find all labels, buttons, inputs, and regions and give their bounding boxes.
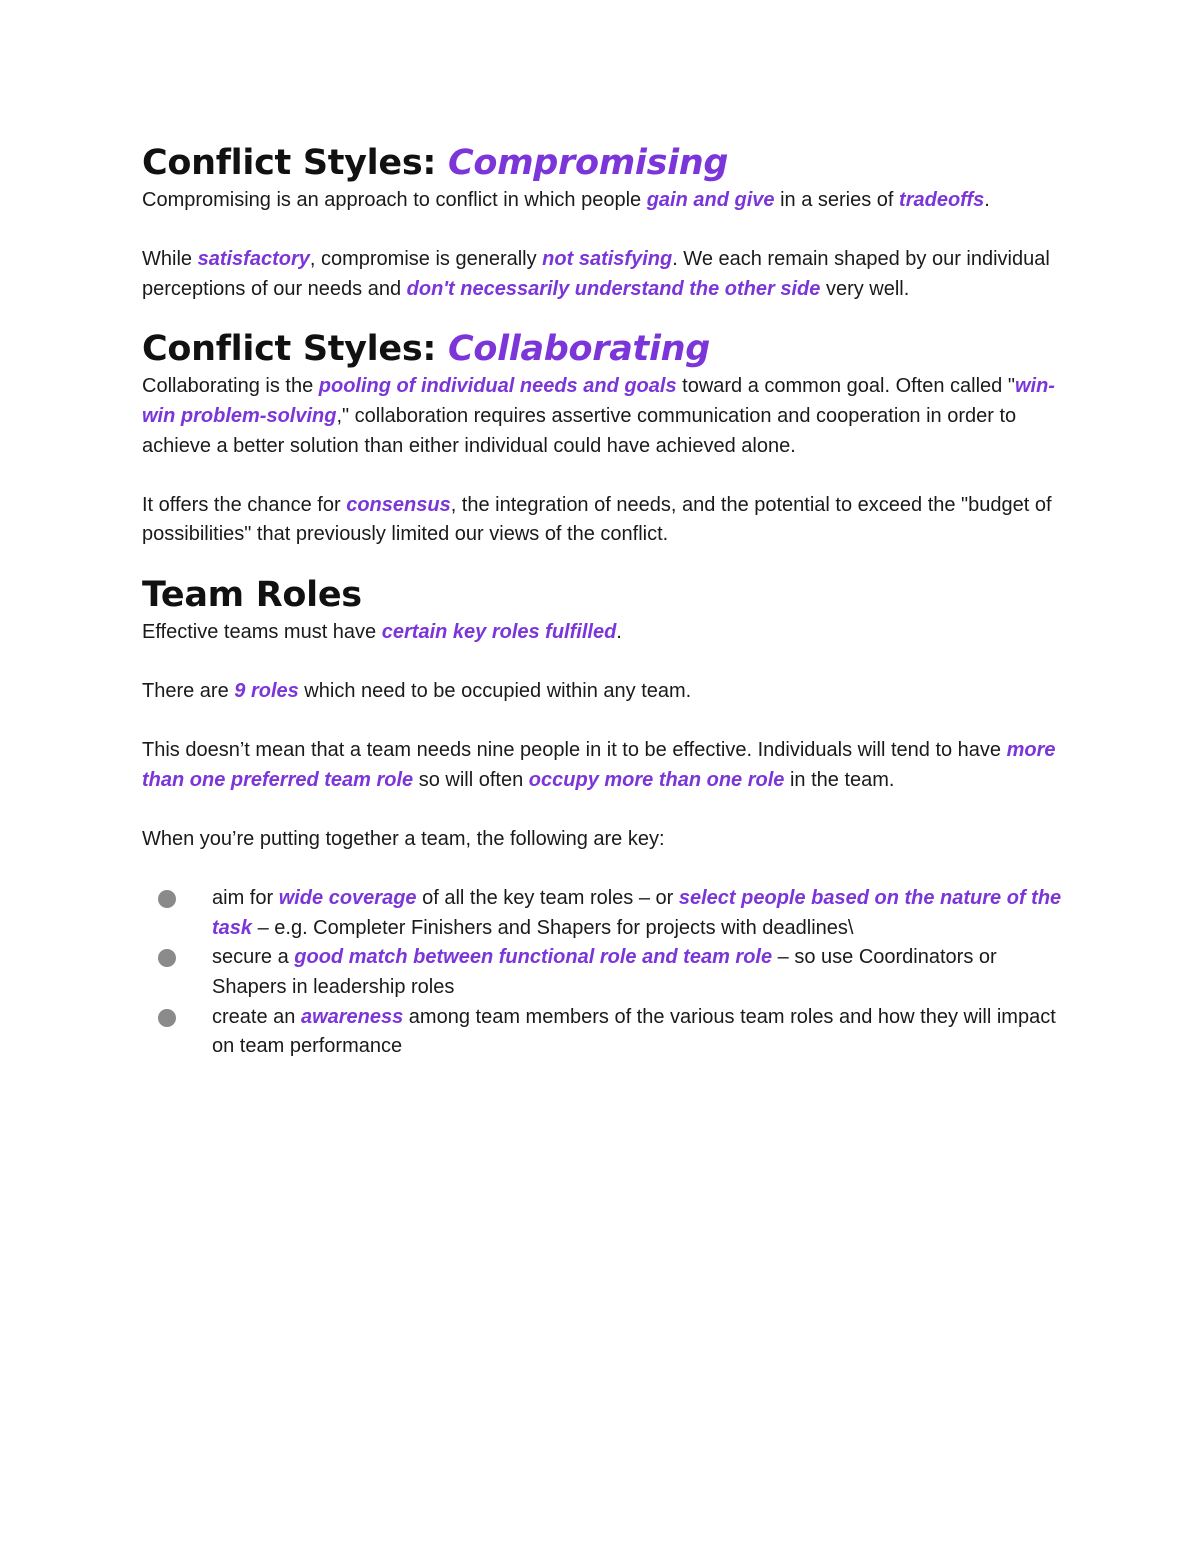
paragraph <box>142 618 1062 648</box>
list-item <box>142 1003 1062 1062</box>
highlight-text: satisfactory <box>197 248 310 271</box>
heading-compromising <box>142 140 1062 186</box>
text-run: . We each remain shaped by our individual perceptions of our needs and <box>142 248 1050 300</box>
text-run: secure a <box>212 946 295 969</box>
heading-prefix: Team Roles <box>142 574 362 615</box>
paragraph <box>142 372 1062 461</box>
text-run: , compromise is generally <box>309 248 543 271</box>
heading-prefix: Conflict Styles: <box>142 329 448 370</box>
text-run: . <box>616 620 622 643</box>
heading-team-roles <box>142 572 1062 618</box>
highlight-text: consensus <box>346 493 451 516</box>
text-run: create an <box>212 1005 301 1028</box>
text-run: aim for <box>212 887 279 910</box>
text-run: It offers the chance for <box>142 493 347 516</box>
highlight-text: pooling of individual needs and goals <box>318 375 677 398</box>
text-run: There are <box>142 680 235 703</box>
highlight-text: wide coverage <box>278 887 417 910</box>
section-team-roles <box>142 572 1062 1062</box>
list-item <box>142 943 1062 1002</box>
highlight-text: certain key roles fulfilled <box>381 620 617 643</box>
text-run: While <box>142 248 198 271</box>
heading-collaborating <box>142 326 1062 372</box>
heading-accent: Compromising <box>447 143 729 183</box>
highlight-text: tradeoffs <box>899 189 985 211</box>
paragraph <box>142 677 1062 707</box>
document-page <box>142 140 1062 1062</box>
heading-accent: Collaborating <box>447 329 711 370</box>
highlight-text: good match between functional role and team role <box>294 946 773 969</box>
text-run: – e.g. Completer Finishers and Shapers for projects with deadlines\ <box>252 916 854 939</box>
paragraph <box>142 825 1062 855</box>
text-run: ," collaboration requires assertive communication and cooperation in order to achieve a better solution than either individual could have achieved alone. <box>142 404 1017 457</box>
text-run: very well. <box>820 277 910 300</box>
text-run: so will often <box>413 768 529 791</box>
highlight-text: gain and give <box>646 189 775 211</box>
highlight-text: win-win problem-solving <box>142 375 1055 427</box>
section-collaborating <box>142 326 1062 550</box>
text-run: – so use Coordinators or Shapers in leadership roles <box>212 946 997 999</box>
text-run: When you’re putting together a team, the following are key: <box>142 828 665 851</box>
text-run: , the integration of needs, and the potential to exceed the "budget of possibilities" that previously limited our views of the conflict. <box>142 493 1052 546</box>
highlight-text: select people based on the nature of the task <box>212 887 1062 939</box>
text-run: Collaborating is the <box>142 375 319 398</box>
paragraph <box>142 186 1062 216</box>
text-run: Effective teams must have <box>142 620 382 643</box>
text-run: in the team. <box>784 768 895 791</box>
highlight-text: not satisfying <box>542 248 673 271</box>
section-compromising <box>142 140 1062 304</box>
bullet-dot-icon <box>158 949 176 967</box>
key-points-list <box>142 884 1062 1062</box>
highlight-text: more than one preferred team role <box>142 739 1056 791</box>
highlight-text: occupy more than one role <box>528 768 785 791</box>
text-run: toward a common goal. Often called " <box>676 375 1015 398</box>
highlight-text: 9 roles <box>234 680 299 703</box>
list-item <box>142 884 1062 943</box>
text-run: This doesn’t mean that a team needs nine people in it to be effective. Individuals will tend to have <box>142 739 1007 762</box>
highlight-text: awareness <box>300 1005 404 1028</box>
text-run: . <box>984 189 990 211</box>
paragraph <box>142 491 1062 550</box>
bullet-dot-icon <box>158 1009 176 1027</box>
paragraph <box>142 245 1062 304</box>
highlight-text: don't necessarily understand the other side <box>406 277 821 300</box>
text-run: of all the key team roles – or <box>416 887 679 910</box>
paragraph <box>142 736 1062 795</box>
text-run: which need to be occupied within any team. <box>298 680 692 703</box>
heading-prefix: Conflict Styles: <box>142 143 448 183</box>
text-run: among team members of the various team roles and how they will impact on team performance <box>212 1005 1056 1058</box>
bullet-dot-icon <box>158 890 176 908</box>
text-run: in a series of <box>774 189 900 211</box>
text-run: Compromising is an approach to conflict in which people <box>142 189 647 211</box>
